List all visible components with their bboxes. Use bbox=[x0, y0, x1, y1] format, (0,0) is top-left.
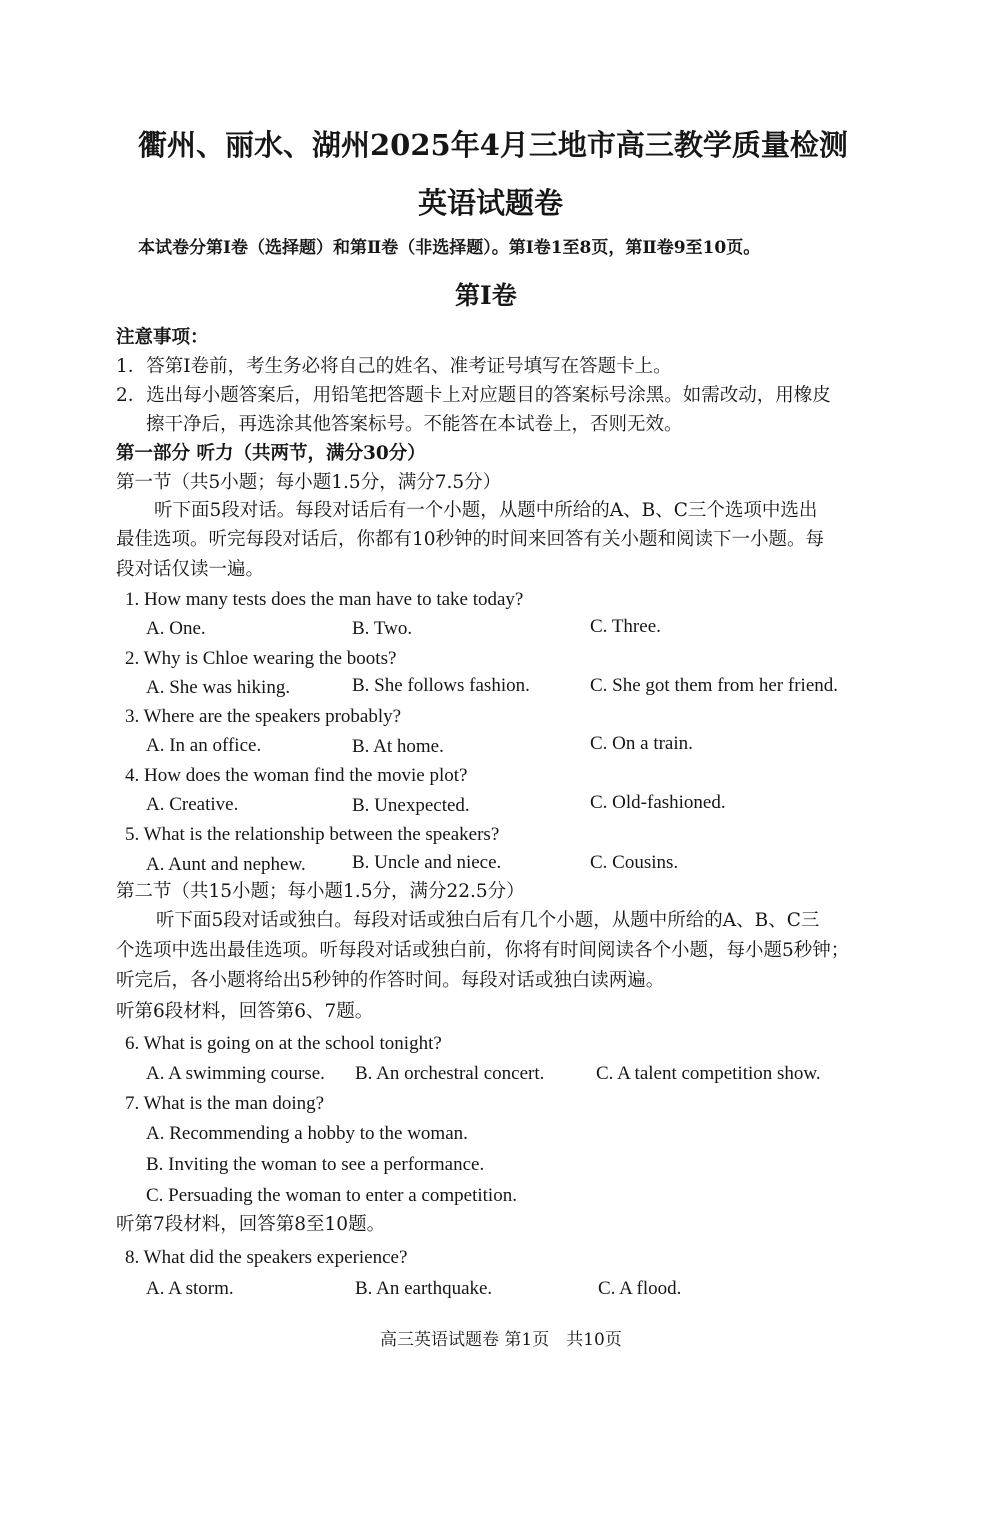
part1-heading: 第一部分 听力（共两节，满分30分） bbox=[116, 443, 426, 464]
question-6-option-c: C. A talent competition show. bbox=[596, 1063, 821, 1084]
question-2-option-a: A. She was hiking. bbox=[146, 677, 291, 698]
question-4-stem: 4. How does the woman find the movie plot? bbox=[125, 765, 468, 786]
volume-title: 第Ⅰ卷 bbox=[455, 281, 517, 310]
material-7-heading: 听第7段材料，回答第8至10题。 bbox=[116, 1214, 386, 1235]
question-5-option-a: A. Aunt and nephew. bbox=[146, 854, 306, 875]
question-4-option-c: C. Old-fashioned. bbox=[590, 792, 726, 813]
question-1-stem: 1. How many tests does the man have to take today? bbox=[125, 589, 524, 610]
question-2-stem: 2. Why is Chloe wearing the boots? bbox=[125, 648, 397, 669]
question-7-option-c: C. Persuading the woman to enter a competition. bbox=[146, 1185, 517, 1206]
question-1-option-c: C. Three. bbox=[590, 616, 661, 637]
page-footer: 高三英语试题卷 第1页 共10页 bbox=[380, 1330, 622, 1350]
question-2-option-c: C. She got them from her friend. bbox=[590, 675, 839, 696]
question-6-stem: 6. What is going on at the school tonight? bbox=[125, 1033, 442, 1054]
question-2-option-b: B. She follows fashion. bbox=[352, 675, 530, 696]
section1-instruction-line-2: 最佳选项。听完每段对话后，你都有10秒钟的时间来回答有关小题和阅读下一小题。每 bbox=[116, 529, 825, 550]
question-3-option-a: A. In an office. bbox=[146, 735, 262, 756]
question-7-option-a: A. Recommending a hobby to the woman. bbox=[146, 1123, 468, 1144]
material-6-heading: 听第6段材料，回答第6、7题。 bbox=[116, 1001, 374, 1022]
question-1-option-b: B. Two. bbox=[352, 618, 413, 639]
section1-instruction-line-3: 段对话仅读一遍。 bbox=[116, 559, 265, 580]
exam-title: 衢州、丽水、湖州2025年4月三地市高三教学质量检测 bbox=[138, 128, 848, 162]
exam-intro: 本试卷分第Ⅰ卷（选择题）和第Ⅱ卷（非选择题）。第Ⅰ卷1至8页，第Ⅱ卷9至10页。 bbox=[138, 238, 761, 258]
section2-instruction-line-3: 听完后，各小题将给出5秒钟的作答时间。每段对话或独白读两遍。 bbox=[116, 970, 665, 991]
notice-heading: 注意事项： bbox=[116, 327, 209, 348]
section2-instruction-line-2: 个选项中选出最佳选项。听每段对话或独白前，你将有时间阅读各个小题，每小题5秒钟； bbox=[116, 940, 850, 961]
question-1-option-a: A. One. bbox=[146, 618, 206, 639]
question-8-option-a: A. A storm. bbox=[146, 1278, 234, 1299]
question-5-stem: 5. What is the relationship between the speakers? bbox=[125, 824, 500, 845]
question-3-stem: 3. Where are the speakers probably? bbox=[125, 706, 402, 727]
question-6-option-b: B. An orchestral concert. bbox=[355, 1063, 545, 1084]
question-7-stem: 7. What is the man doing? bbox=[125, 1093, 325, 1114]
notice-item-2-line-1: 2．选出每小题答案后，用铅笔把答题卡上对应题目的答案标号涂黑。如需改动，用橡皮 bbox=[116, 385, 831, 406]
question-5-option-c: C. Cousins. bbox=[590, 852, 679, 873]
question-8-stem: 8. What did the speakers experience? bbox=[125, 1247, 408, 1268]
notice-item-1: 1．答第Ⅰ卷前，考生务必将自己的姓名、准考证号填写在答题卡上。 bbox=[116, 356, 672, 377]
question-8-option-b: B. An earthquake. bbox=[355, 1278, 493, 1299]
question-3-option-b: B. At home. bbox=[352, 736, 444, 757]
section1-heading: 第一节（共5小题；每小题1.5分，满分7.5分） bbox=[116, 472, 502, 493]
question-5-option-b: B. Uncle and niece. bbox=[352, 852, 502, 873]
section1-instruction-line-1: 听下面5段对话。每段对话后有一个小题，从题中所给的A、B、C三个选项中选出 bbox=[154, 500, 818, 521]
question-4-option-b: B. Unexpected. bbox=[352, 795, 470, 816]
section2-heading: 第二节（共15小题；每小题1.5分，满分22.5分） bbox=[116, 881, 525, 902]
question-3-option-c: C. On a train. bbox=[590, 733, 693, 754]
section2-instruction-line-1: 听下面5段对话或独白。每段对话或独白后有几个小题，从题中所给的A、B、C三 bbox=[156, 910, 820, 931]
question-6-option-a: A. A swimming course. bbox=[146, 1063, 325, 1084]
question-7-option-b: B. Inviting the woman to see a performance. bbox=[146, 1154, 485, 1175]
notice-item-2-line-2: 擦干净后，再选涂其他答案标号。不能答在本试卷上，否则无效。 bbox=[146, 414, 683, 435]
question-8-option-c: C. A flood. bbox=[598, 1278, 682, 1299]
exam-subtitle: 英语试题卷 bbox=[418, 186, 564, 220]
question-4-option-a: A. Creative. bbox=[146, 794, 239, 815]
